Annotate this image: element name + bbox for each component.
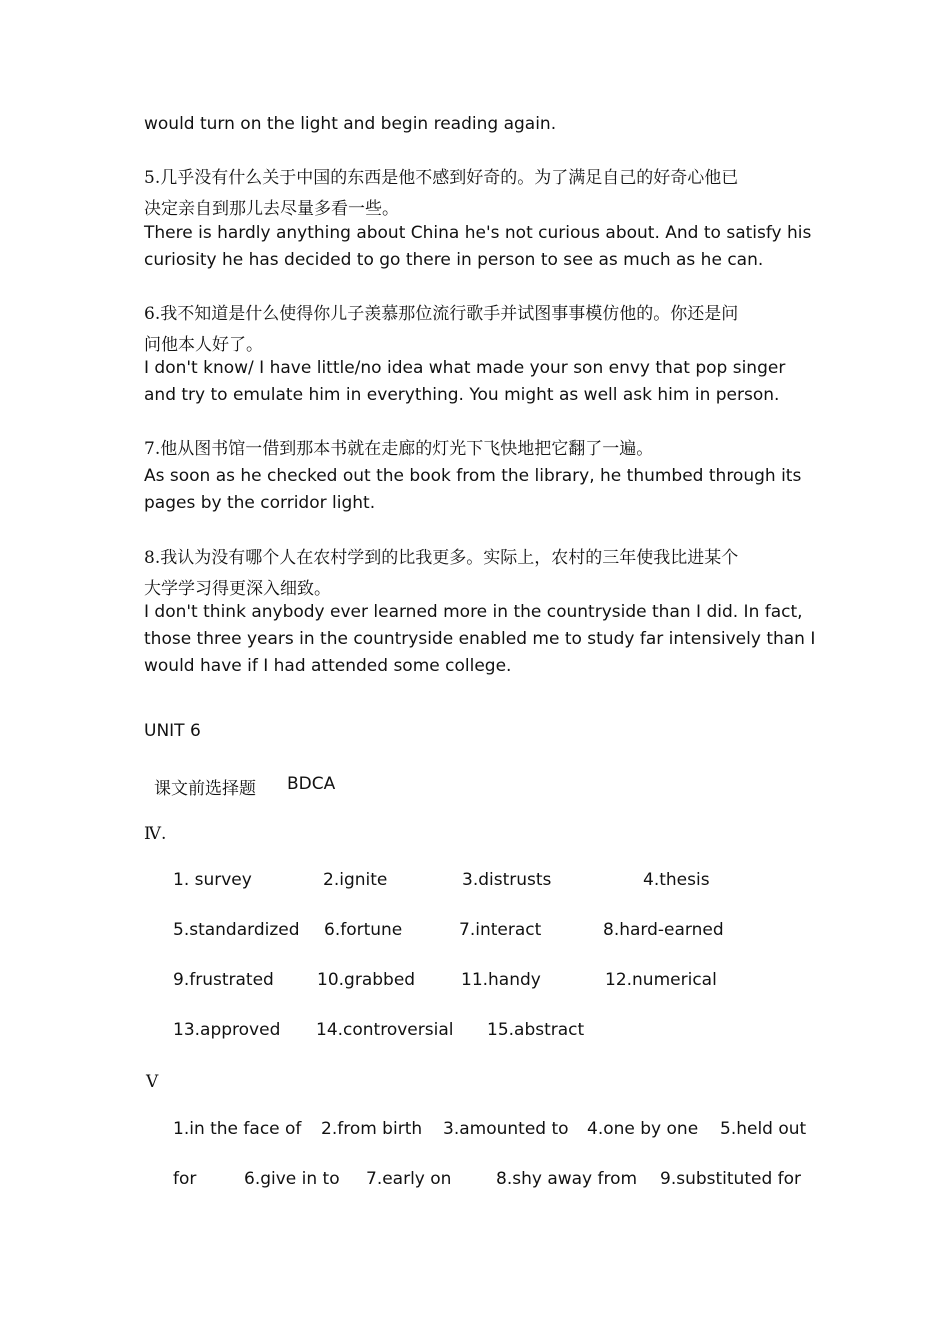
vocab-answer: 5.standardized — [173, 920, 300, 940]
phrase-answer: 6.give in to — [244, 1169, 340, 1189]
vocab-answer: 3.distrusts — [462, 870, 552, 890]
sentence-8-chinese-line-1: 8.我认为没有哪个人在农村学到的比我更多。实际上，农村的三年使我比进某个 — [144, 548, 739, 568]
pre-reading-label: 课文前选择题 — [154, 779, 256, 799]
text-line: would turn on the light and begin reading again. — [144, 114, 557, 134]
sentence-5-chinese-line-1: 5.几乎没有什么关于中国的东西是他不感到好奇的。为了满足自己的好奇心他已 — [144, 168, 739, 188]
vocab-answer: 4.thesis — [643, 870, 710, 890]
section-iv-heading: Ⅳ. — [144, 824, 167, 844]
vocab-answer: 13.approved — [173, 1020, 281, 1040]
phrase-answer: 3.amounted to — [443, 1119, 569, 1139]
sentence-6-english-line-2: and try to emulate him in everything. You might as well ask him in person. — [144, 385, 780, 405]
sentence-8-chinese-line-2: 大学学习得更深入细致。 — [144, 579, 331, 599]
sentence-8-english-line-1: I don't think anybody ever learned more in the countryside than I did. In fact, — [144, 602, 803, 622]
vocab-answer: 7.interact — [459, 920, 542, 940]
vocab-answer: 11.handy — [461, 970, 541, 990]
sentence-6-chinese-line-1: 6.我不知道是什么使得你儿子羡慕那位流行歌手并试图事事模仿他的。你还是问 — [144, 304, 739, 324]
vocab-answer: 9.frustrated — [173, 970, 274, 990]
phrase-answer: 7.early on — [366, 1169, 452, 1189]
vocab-answer: 15.abstract — [487, 1020, 585, 1040]
vocab-answer: 1. survey — [173, 870, 252, 890]
vocab-answer: 6.fortune — [324, 920, 403, 940]
phrase-answer: 2.from birth — [321, 1119, 423, 1139]
phrase-answer: 5.held out — [720, 1119, 807, 1139]
phrase-answer: 9.substituted for — [660, 1169, 802, 1189]
pre-reading-answer: BDCA — [287, 774, 336, 794]
section-v-heading: Ⅴ — [146, 1072, 159, 1092]
sentence-7-english-line-2: pages by the corridor light. — [144, 493, 376, 513]
phrase-answer: 4.one by one — [587, 1119, 699, 1139]
vocab-answer: 14.controversial — [316, 1020, 454, 1040]
unit-heading: UNIT 6 — [144, 721, 201, 741]
vocab-answer: 12.numerical — [605, 970, 717, 990]
vocab-answer: 8.hard-earned — [603, 920, 724, 940]
phrase-answer: 1.in the face of — [173, 1119, 302, 1139]
vocab-answer: 10.grabbed — [317, 970, 416, 990]
sentence-5-english-line-2: curiosity he has decided to go there in person to see as much as he can. — [144, 250, 764, 270]
sentence-5-chinese-line-2: 决定亲自到那儿去尽量多看一些。 — [144, 199, 399, 219]
sentence-8-english-line-3: would have if I had attended some college. — [144, 656, 512, 676]
sentence-5-english-line-1: There is hardly anything about China he's not curious about. And to satisfy his — [144, 223, 812, 243]
phrase-answer: for — [173, 1169, 197, 1189]
sentence-7-english-line-1: As soon as he checked out the book from the library, he thumbed through its — [144, 466, 802, 486]
sentence-7-chinese-line-1: 7.他从图书馆一借到那本书就在走廊的灯光下飞快地把它翻了一遍。 — [144, 439, 654, 459]
sentence-6-english-line-1: I don't know/ I have little/no idea what made your son envy that pop singer — [144, 358, 786, 378]
sentence-8-english-line-2: those three years in the countryside enabled me to study far intensively than I — [144, 629, 816, 649]
phrase-answer: 8.shy away from — [496, 1169, 638, 1189]
vocab-answer: 2.ignite — [323, 870, 388, 890]
sentence-6-chinese-line-2: 问他本人好了。 — [144, 335, 263, 355]
